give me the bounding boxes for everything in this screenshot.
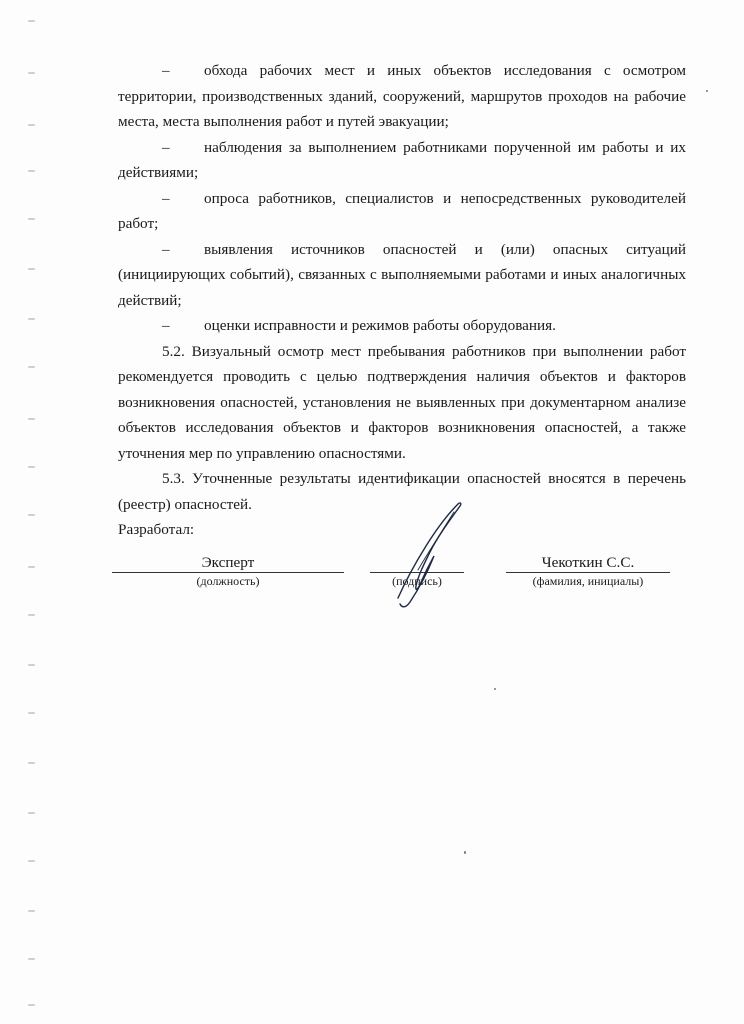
name-caption: (фамилия, инициалы) bbox=[532, 574, 644, 588]
paper-speck bbox=[494, 688, 496, 690]
name-field bbox=[506, 554, 670, 589]
position-underline bbox=[112, 572, 344, 573]
dash-marker: – bbox=[162, 317, 170, 334]
list-item-text: опроса работников, специалистов и непосредственных руководителей работ; bbox=[118, 189, 686, 232]
position-value: Эксперт bbox=[201, 554, 255, 571]
handwritten-signature bbox=[388, 500, 468, 610]
dash-marker: – bbox=[162, 240, 170, 258]
dash-marker: – bbox=[162, 189, 170, 207]
paper-speck bbox=[706, 90, 708, 92]
list-item bbox=[118, 58, 686, 135]
signature-caption: (подпись) bbox=[392, 574, 442, 588]
name-underline bbox=[506, 572, 670, 573]
dash-marker: – bbox=[162, 138, 170, 156]
paragraph-5-2: 5.2. Визуальный осмотр мест пребывания работников при выполнении работ рекомендуется проводить с целью подтверждения наличия объектов и факторов возникновения опасностей, установления не выявленных при документарном анализе объектов исследования объектов и факторов возникновения опасностей, а также уточнения мер по управлению опасностями. bbox=[118, 342, 686, 462]
binding-edge-marks bbox=[0, 0, 40, 1024]
paragraph-5-3: 5.3. Уточненные результаты идентификации опасностей вносятся в перечень (реестр) опасностей. bbox=[118, 470, 686, 513]
paper-speck bbox=[464, 851, 466, 854]
list-item-text: оценки исправности и режимов работы оборудования. bbox=[204, 317, 556, 334]
list-item bbox=[118, 313, 686, 339]
document-body bbox=[118, 58, 686, 517]
list-item-text: обхода рабочих мест и иных объектов исследования с осмотром территории, производственных зданий, сооружений, маршрутов проходов на рабочие места, места выполнения работ и путей эвакуации; bbox=[118, 62, 686, 130]
list-item bbox=[118, 135, 686, 186]
list-item bbox=[118, 186, 686, 237]
position-field bbox=[112, 554, 344, 589]
list-item-text: наблюдения за выполнением работниками порученной им работы и их действиями; bbox=[118, 138, 686, 181]
dash-marker: – bbox=[162, 62, 170, 79]
developed-by-label: Разработал: bbox=[118, 521, 195, 538]
position-caption: (должность) bbox=[196, 574, 260, 588]
list-item bbox=[118, 237, 686, 314]
list-item-text: выявления источников опасностей и (или) опасных ситуаций (инициирующих событий), связанных с выполняемыми работами и иных аналогичных действий; bbox=[118, 240, 686, 309]
name-value: Чекоткин С.С. bbox=[541, 554, 635, 571]
